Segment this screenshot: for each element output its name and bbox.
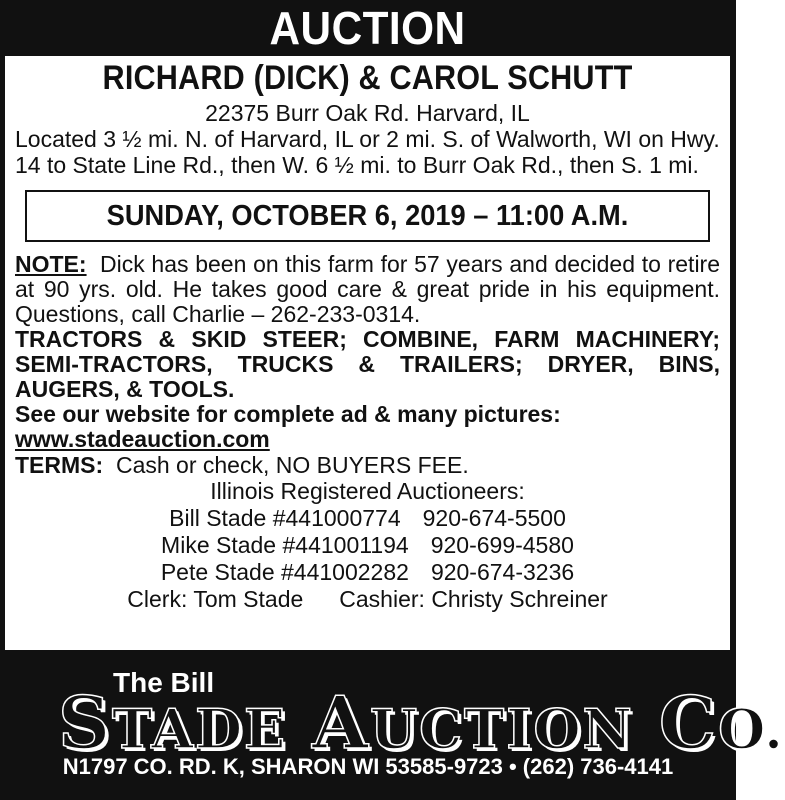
content-panel (5, 56, 730, 650)
note-paragraph (15, 252, 720, 327)
sale-date: SUNDAY, OCTOBER 6, 2019 – 11:00 A.M. (106, 199, 629, 232)
company-footer (0, 650, 785, 800)
terms-line (15, 452, 720, 478)
auctioneer-phone: 920-674-3236 (430, 559, 575, 585)
auctioneer-phone: 920-674-5500 (422, 505, 566, 531)
logo-word: O. (718, 697, 785, 761)
company-logo (58, 680, 785, 765)
logo-letter: A (312, 680, 370, 765)
logo-letter: C (658, 680, 719, 765)
website-link[interactable]: www.stadeauction.com (15, 426, 270, 452)
auctioneer-phone: 920-699-4580 (430, 532, 574, 558)
logo-letter: S (58, 680, 112, 765)
sale-date-box (25, 190, 710, 242)
note-text: Dick has been on this farm for 57 years and decided to retire at 90 yrs. old. He takes good care & great pride in his equipment. Questions, call Charlie – 262-233-0314. (15, 251, 721, 327)
auctioneers-heading: Illinois Registered Auctioneers: (210, 478, 525, 504)
auctioneer-row (15, 532, 720, 559)
company-address-phone: N1797 CO. RD. K, SHARON WI 53585-9723 • (262) 736-4141 (62, 754, 674, 779)
auctioneer-name: Bill Stade #441000774 (169, 505, 401, 531)
auctioneer-row (15, 505, 720, 532)
directions: Located 3 ½ mi. N. of Harvard, IL or 2 mi. S. of Walworth, WI on Hwy. 14 to State Line Rd., then W. 6 ½ mi. to Burr Oak Rd., then S. 1 mi. (15, 126, 720, 178)
sale-address: 22375 Burr Oak Rd. Harvard, IL (205, 100, 530, 126)
terms-text: Cash or check, NO BUYERS FEE. (115, 452, 469, 478)
seller-names: RICHARD (DICK) & CAROL SCHUTT (102, 59, 633, 97)
banner-title: AUCTION (269, 2, 466, 54)
clerk-cashier-row (15, 586, 720, 613)
clerk: Clerk: Tom Stade (127, 586, 304, 612)
auctioneer-name: Pete Stade #441002282 (160, 559, 409, 585)
cashier: Cashier: Christy Schreiner (339, 586, 608, 612)
equipment-categories: TRACTORS & SKID STEER; COMBINE, FARM MACHINERY; SEMI-TRACTORS, TRUCKS & TRAILERS; DRYER, BINS, AUGERS, & TOOLS. (15, 326, 720, 402)
website-line: See our website for complete ad & many pictures: (15, 401, 561, 427)
top-banner (0, 0, 736, 56)
logo-prefix: The Bill (113, 667, 215, 698)
auctioneer-row (15, 559, 720, 586)
logo-word: UCTION (369, 697, 634, 761)
note-label: NOTE: (15, 251, 87, 277)
auctioneer-name: Mike Stade #441001194 (161, 532, 409, 558)
logo-word: TADE (112, 697, 288, 761)
terms-label: TERMS: (15, 452, 104, 478)
